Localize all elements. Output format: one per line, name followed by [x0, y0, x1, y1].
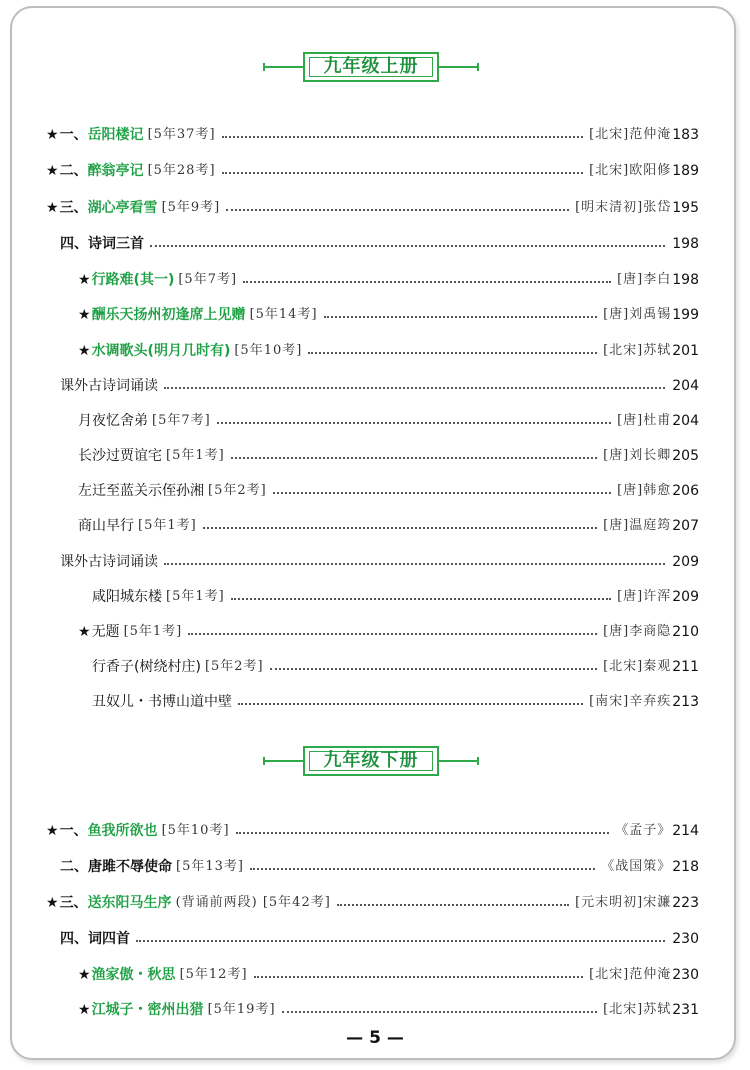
- toc-entry: [78, 269, 699, 291]
- toc-entry: [78, 999, 699, 1021]
- key-star-icon: ★: [78, 307, 91, 323]
- entry-title: 唐雎不辱使命: [88, 859, 172, 875]
- entry-author: [唐]李白: [617, 272, 672, 287]
- entry-author: [元末明初]宋濂: [575, 895, 672, 910]
- entry-page: 206: [672, 483, 699, 499]
- leader-dots: [337, 904, 569, 906]
- key-star-icon: ★: [46, 895, 59, 911]
- toc-entry: [60, 551, 699, 573]
- entry-author: [北宋]范仲淹: [589, 127, 672, 142]
- entry-author: [南宋]辛弃疾: [589, 694, 672, 709]
- leader-dots: [236, 832, 610, 834]
- exam-frequency: (背诵前两段) [5年42考]: [175, 895, 331, 910]
- entry-author: [唐]温庭筠: [603, 518, 672, 533]
- toc-entry: [60, 375, 699, 397]
- toc-entry: [46, 160, 699, 182]
- key-star-icon: ★: [78, 272, 91, 288]
- entry-page: 209: [672, 589, 699, 605]
- leader-dots: [308, 352, 597, 354]
- leader-dots: [270, 668, 597, 670]
- entry-number: 三、: [59, 200, 88, 216]
- entry-author: [北宋]欧阳修: [589, 163, 672, 178]
- exam-frequency: [5年9考]: [161, 200, 221, 215]
- exam-frequency: [5年10考]: [234, 343, 303, 358]
- exam-frequency: [5年12考]: [179, 967, 248, 982]
- toc-entry: [60, 856, 699, 878]
- section-title: 九年级下册: [323, 750, 419, 771]
- entry-page: 230: [672, 931, 699, 947]
- entry-page: 230: [672, 967, 699, 983]
- key-star-icon: ★: [46, 127, 59, 143]
- heading-ornament-right: [439, 760, 479, 762]
- entry-title: 左迁至蓝关示侄孙湘: [78, 483, 204, 499]
- entry-page: 198: [672, 236, 699, 252]
- heading-ornament-right: [439, 66, 479, 68]
- entry-number: 二、: [60, 859, 88, 875]
- exam-frequency: [5年13考]: [176, 859, 244, 874]
- entry-number: 一、: [59, 823, 88, 839]
- exam-frequency: [5年1考]: [138, 518, 197, 533]
- entry-author: [唐]刘长卿: [603, 448, 672, 463]
- entry-page: 204: [672, 413, 699, 429]
- toc-entry: [78, 445, 699, 467]
- toc-entry: [46, 820, 699, 842]
- entry-page: 211: [672, 659, 699, 675]
- leader-dots: [250, 868, 595, 870]
- leader-dots: [150, 245, 665, 247]
- entry-page: 201: [672, 343, 699, 359]
- section-heading-upper: [0, 48, 750, 88]
- heading-box: [303, 52, 439, 82]
- entry-number: 四、: [60, 236, 88, 252]
- toc-entry: [60, 928, 699, 950]
- exam-frequency: [5年2考]: [208, 483, 267, 498]
- toc-entry: [60, 233, 699, 255]
- toc-entry: [46, 197, 699, 219]
- toc-entry: [78, 340, 699, 362]
- entry-page: 204: [672, 378, 699, 394]
- entry-author: [北宋]秦观: [603, 659, 672, 674]
- exam-frequency: [5年37考]: [147, 127, 216, 142]
- key-star-icon: ★: [78, 343, 91, 359]
- entry-page: 207: [672, 518, 699, 534]
- leader-dots: [231, 598, 611, 600]
- exam-frequency: [5年7考]: [178, 272, 238, 287]
- entry-author: [北宋]范仲淹: [589, 967, 672, 982]
- leader-dots: [188, 633, 597, 635]
- toc-entry: [92, 586, 699, 608]
- entry-title: 丑奴儿・书博山道中壁: [92, 694, 232, 710]
- leader-dots: [273, 492, 611, 494]
- entry-page: 223: [672, 895, 699, 911]
- exam-frequency: [5年2考]: [204, 659, 264, 674]
- entry-page: 183: [672, 127, 699, 143]
- entry-page: 231: [672, 1002, 699, 1018]
- entry-title: 送东阳马生序: [87, 895, 172, 911]
- leader-dots: [222, 172, 584, 174]
- section-title: 九年级上册: [323, 56, 419, 77]
- entry-page: 213: [672, 694, 699, 710]
- toc-entry: [46, 892, 699, 914]
- exam-frequency: [5年1考]: [123, 624, 183, 639]
- toc-entry: [78, 515, 699, 537]
- entry-page: 210: [672, 624, 699, 640]
- entry-author: [唐]李商隐: [603, 624, 672, 639]
- entry-title: 课外古诗词诵读: [60, 378, 158, 394]
- leader-dots: [238, 703, 583, 705]
- entry-author: [唐]韩愈: [617, 483, 672, 498]
- entry-title: 水调歌头(明月几时有): [91, 343, 231, 359]
- leader-dots: [136, 940, 665, 942]
- key-star-icon: ★: [78, 1002, 91, 1018]
- leader-dots: [217, 422, 611, 424]
- entry-number: 三、: [59, 895, 88, 911]
- entry-title: 课外古诗词诵读: [60, 554, 158, 570]
- entry-title: 诗词三首: [88, 236, 144, 252]
- exam-frequency: [5年10考]: [161, 823, 230, 838]
- entry-title: 鱼我所欲也: [87, 823, 158, 839]
- entry-page: 198: [672, 272, 699, 288]
- heading-box: [303, 746, 439, 776]
- entry-author: [唐]杜甫: [617, 413, 672, 428]
- entry-title: 醉翁亭记: [87, 163, 144, 179]
- entry-page: 189: [672, 163, 699, 179]
- key-star-icon: ★: [46, 200, 59, 216]
- section-heading-lower: [0, 742, 750, 782]
- key-star-icon: ★: [78, 967, 91, 983]
- entry-page: 195: [672, 200, 699, 216]
- leader-dots: [203, 527, 597, 529]
- entry-title: 无题: [91, 624, 120, 640]
- exam-frequency: [5年14考]: [249, 307, 318, 322]
- entry-title: 咸阳城东楼: [92, 589, 162, 605]
- exam-frequency: [5年19考]: [207, 1002, 276, 1017]
- leader-dots: [222, 136, 584, 138]
- entry-title: 长沙过贾谊宅: [78, 448, 162, 464]
- entry-page: 205: [672, 448, 699, 464]
- entry-number: 四、: [60, 931, 88, 947]
- entry-title: 行香子(树绕村庄): [92, 659, 201, 675]
- entry-title: 行路难(其一): [91, 272, 175, 288]
- entry-author: [北宋]苏轼: [603, 1002, 672, 1017]
- key-star-icon: ★: [78, 624, 91, 640]
- entry-number: 一、: [59, 127, 88, 143]
- heading-ornament-left: [263, 66, 303, 68]
- toc-entry: [92, 656, 699, 678]
- leader-dots: [226, 209, 569, 211]
- leader-dots: [243, 281, 611, 283]
- toc-entry: [78, 621, 699, 643]
- entry-author: 《战国策》: [601, 859, 672, 874]
- leader-dots: [164, 563, 665, 565]
- entry-author: [明末清初]张岱: [575, 200, 672, 215]
- toc-entry: [78, 304, 699, 326]
- entry-title: 词四首: [88, 931, 130, 947]
- exam-frequency: [5年7考]: [152, 413, 211, 428]
- toc-entry: [46, 124, 699, 146]
- entry-title: 渔家傲・秋思: [91, 967, 176, 983]
- leader-dots: [282, 1011, 598, 1013]
- key-star-icon: ★: [46, 163, 59, 179]
- entry-title: 岳阳楼记: [87, 127, 144, 143]
- leader-dots: [164, 387, 665, 389]
- entry-author: [北宋]苏轼: [603, 343, 672, 358]
- entry-title: 湖心亭看雪: [87, 200, 158, 216]
- entry-title: 江城子・密州出猎: [91, 1002, 204, 1018]
- entry-title: 酬乐天扬州初逢席上见赠: [91, 307, 246, 323]
- exam-frequency: [5年28考]: [147, 163, 216, 178]
- entry-page: 218: [672, 859, 699, 875]
- entry-page: 209: [672, 554, 699, 570]
- page-number: — 5 —: [346, 1028, 404, 1048]
- exam-frequency: [5年1考]: [166, 589, 225, 604]
- entry-author: 《孟子》: [615, 823, 672, 838]
- entry-author: [唐]许浑: [617, 589, 672, 604]
- toc-entry: [78, 480, 699, 502]
- entry-page: 214: [672, 823, 699, 839]
- leader-dots: [324, 316, 598, 318]
- entry-page: 199: [672, 307, 699, 323]
- leader-dots: [231, 457, 597, 459]
- toc-entry: [78, 410, 699, 432]
- key-star-icon: ★: [46, 823, 59, 839]
- leader-dots: [254, 976, 584, 978]
- toc-entry: [92, 691, 699, 713]
- toc-entry: [78, 964, 699, 986]
- entry-number: 二、: [59, 163, 88, 179]
- entry-title: 月夜忆舍弟: [78, 413, 148, 429]
- exam-frequency: [5年1考]: [166, 448, 225, 463]
- heading-ornament-left: [263, 760, 303, 762]
- entry-title: 商山早行: [78, 518, 134, 534]
- entry-author: [唐]刘禹锡: [603, 307, 672, 322]
